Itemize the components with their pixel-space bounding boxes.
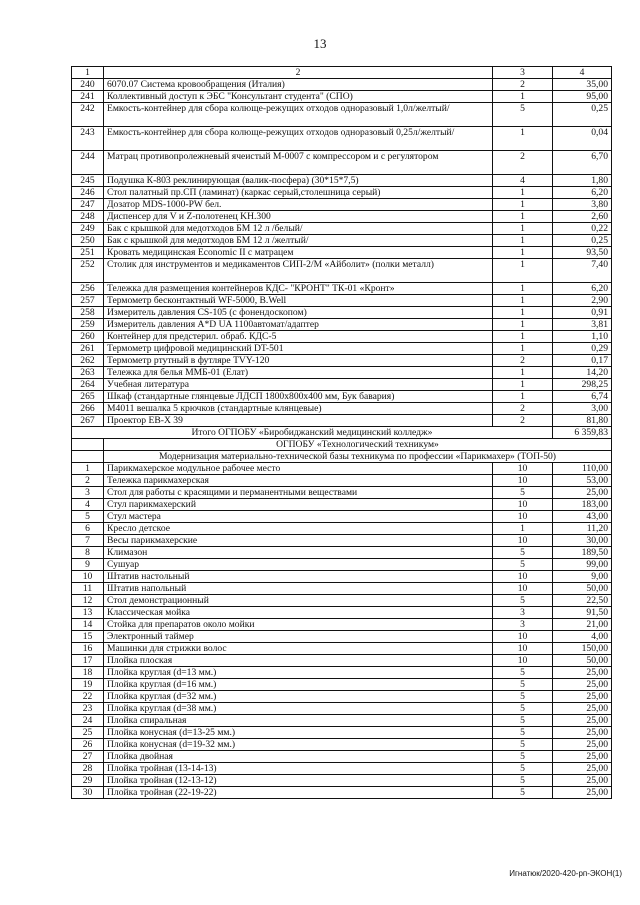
table-row — [72, 763, 612, 775]
document-footer-id: Игнатюк/2020-420-рп-ЭКОН(1) — [509, 869, 622, 878]
technical-school-items — [72, 463, 612, 799]
row-quantity: 10 — [493, 571, 553, 583]
row-sum: 25,00 — [553, 703, 612, 715]
row-quantity: 5 — [493, 727, 553, 739]
table-row — [72, 643, 612, 655]
row-quantity: 1 — [493, 319, 553, 331]
table-row — [72, 259, 612, 283]
total-sum: 6 359,83 — [553, 427, 612, 439]
table-row — [72, 211, 612, 223]
row-name: Кровать медицинская Economic II с матрацем — [104, 247, 493, 259]
table-row — [72, 631, 612, 643]
row-name: Коллективный доступ к ЭБС "Консультант студента" (СПО) — [104, 91, 493, 103]
row-sum: 2,90 — [553, 295, 612, 307]
row-number: 12 — [72, 595, 104, 607]
row-quantity: 10 — [493, 463, 553, 475]
subsection-spacer — [72, 451, 104, 463]
row-number: 13 — [72, 607, 104, 619]
row-quantity: 2 — [493, 79, 553, 91]
table-row — [72, 679, 612, 691]
row-sum: 50,00 — [553, 655, 612, 667]
row-name: Дозатор MDS-1000-PW бел. — [104, 199, 493, 211]
row-sum: 53,00 — [553, 475, 612, 487]
row-name: Машинки для стрижки волос — [104, 643, 493, 655]
row-name: М4011 вешалка 5 крючков (стандартные клянцевые) — [104, 403, 493, 415]
table-row — [72, 703, 612, 715]
row-sum: 3,81 — [553, 319, 612, 331]
row-quantity: 10 — [493, 643, 553, 655]
row-quantity: 10 — [493, 511, 553, 523]
row-name: Емкость-контейнер для сбора колюще-режущих отходов одноразовый 1,0л/желтый/ — [104, 103, 493, 127]
row-name: Шкаф (стандартные глянцевые ЛДСП 1800х800х400 мм, Бук бавария) — [104, 391, 493, 403]
row-number: 24 — [72, 715, 104, 727]
row-name: Плойка спиральная — [104, 715, 493, 727]
row-number: 259 — [72, 319, 104, 331]
row-number: 257 — [72, 295, 104, 307]
row-name: Парикмахерское модульное рабочее место — [104, 463, 493, 475]
row-sum: 99,00 — [553, 559, 612, 571]
row-number: 5 — [72, 511, 104, 523]
row-number: 30 — [72, 787, 104, 799]
row-quantity: 5 — [493, 691, 553, 703]
row-name: Плойка круглая (d=16 мм.) — [104, 679, 493, 691]
header-cell-name: 2 — [104, 67, 493, 79]
row-quantity: 5 — [493, 667, 553, 679]
row-number: 7 — [72, 535, 104, 547]
table-row — [72, 235, 612, 247]
row-sum: 93,50 — [553, 247, 612, 259]
row-name: Кресло детское — [104, 523, 493, 535]
table-row — [72, 343, 612, 355]
row-number: 249 — [72, 223, 104, 235]
row-quantity: 1 — [493, 523, 553, 535]
row-name: Стол палатный пр.СП (ламинат) (каркас серый,столешница серый) — [104, 187, 493, 199]
total-row — [72, 427, 612, 439]
row-number: 250 — [72, 235, 104, 247]
row-quantity: 2 — [493, 415, 553, 427]
row-name: Матрац противопролежневый ячеистый М-0007 с компрессором и с регулятором — [104, 151, 493, 175]
row-name: Стул парикмахерский — [104, 499, 493, 511]
row-quantity: 10 — [493, 535, 553, 547]
row-quantity: 5 — [493, 547, 553, 559]
row-number: 251 — [72, 247, 104, 259]
table-row — [72, 199, 612, 211]
table-row — [72, 595, 612, 607]
row-quantity: 1 — [493, 127, 553, 151]
row-name: 6070.07 Система кровообращения (Италия) — [104, 79, 493, 91]
row-sum: 25,00 — [553, 739, 612, 751]
table-row — [72, 619, 612, 631]
table-row — [72, 751, 612, 763]
table-row — [72, 151, 612, 175]
row-sum: 0,91 — [553, 307, 612, 319]
row-name: Бак с крышкой для медотходов БМ 12 л /желтый/ — [104, 235, 493, 247]
row-number: 263 — [72, 367, 104, 379]
row-quantity: 1 — [493, 343, 553, 355]
row-sum: 25,00 — [553, 667, 612, 679]
page-number: 13 — [313, 36, 327, 51]
table-row — [72, 727, 612, 739]
row-sum: 21,00 — [553, 619, 612, 631]
row-quantity: 10 — [493, 583, 553, 595]
section-row — [72, 439, 612, 451]
row-sum: 95,00 — [553, 91, 612, 103]
row-name: Учебная литература — [104, 379, 493, 391]
row-name: Подушка К-803 реклинирующая (валик-посфера) (30*15*7,5) — [104, 175, 493, 187]
row-quantity: 2 — [493, 151, 553, 175]
row-quantity: 2 — [493, 403, 553, 415]
row-number: 256 — [72, 283, 104, 295]
row-name: Термометр ртутный в футляре TVY-120 — [104, 355, 493, 367]
header-cell-sum: 4 — [553, 67, 612, 79]
table-row — [72, 667, 612, 679]
table-row — [72, 775, 612, 787]
subsection-row — [72, 451, 612, 463]
row-quantity: 5 — [493, 103, 553, 127]
row-number: 10 — [72, 571, 104, 583]
row-sum: 25,00 — [553, 727, 612, 739]
row-quantity: 1 — [493, 187, 553, 199]
table-row — [72, 127, 612, 151]
row-sum: 14,20 — [553, 367, 612, 379]
row-number: 8 — [72, 547, 104, 559]
table-row — [72, 535, 612, 547]
row-number: 267 — [72, 415, 104, 427]
row-quantity: 4 — [493, 175, 553, 187]
row-number: 6 — [72, 523, 104, 535]
row-number: 19 — [72, 679, 104, 691]
table-row — [72, 403, 612, 415]
row-number: 252 — [72, 259, 104, 283]
row-number: 258 — [72, 307, 104, 319]
row-number: 262 — [72, 355, 104, 367]
row-number: 15 — [72, 631, 104, 643]
row-name: Весы парикмахерские — [104, 535, 493, 547]
row-quantity: 3 — [493, 619, 553, 631]
row-number: 16 — [72, 643, 104, 655]
row-name: Контейнер для предстерил. обраб. КДС-5 — [104, 331, 493, 343]
row-sum: 0,04 — [553, 127, 612, 151]
row-sum: 150,00 — [553, 643, 612, 655]
row-name: Плойка круглая (d=13 мм.) — [104, 667, 493, 679]
row-quantity: 1 — [493, 211, 553, 223]
row-quantity: 5 — [493, 715, 553, 727]
row-name: Плойка плоская — [104, 655, 493, 667]
header-cell-number: 1 — [72, 67, 104, 79]
row-name: Классическая мойка — [104, 607, 493, 619]
table-row — [72, 523, 612, 535]
table-row — [72, 103, 612, 127]
table-row — [72, 715, 612, 727]
table-row — [72, 331, 612, 343]
row-quantity: 1 — [493, 307, 553, 319]
table-row — [72, 511, 612, 523]
row-number: 1 — [72, 463, 104, 475]
row-quantity: 3 — [493, 607, 553, 619]
row-name: Тележка для белья ММБ-01 (Елат) — [104, 367, 493, 379]
row-name: Плойка двойная — [104, 751, 493, 763]
row-name: Штатив настольный — [104, 571, 493, 583]
row-sum: 25,00 — [553, 679, 612, 691]
row-quantity: 5 — [493, 775, 553, 787]
row-name: Плойка тройная (22-19-22) — [104, 787, 493, 799]
row-sum: 110,00 — [553, 463, 612, 475]
medical-college-items — [72, 79, 612, 427]
row-sum: 25,00 — [553, 751, 612, 763]
row-quantity: 1 — [493, 391, 553, 403]
table-row — [72, 739, 612, 751]
row-name: Тележка парикмахерская — [104, 475, 493, 487]
table-row — [72, 367, 612, 379]
table-row — [72, 787, 612, 799]
row-quantity: 1 — [493, 247, 553, 259]
row-name: Электронный таймер — [104, 631, 493, 643]
row-sum: 1,10 — [553, 331, 612, 343]
table-row — [72, 79, 612, 91]
row-sum: 3,00 — [553, 403, 612, 415]
row-sum: 35,00 — [553, 79, 612, 91]
row-quantity: 5 — [493, 679, 553, 691]
row-number: 247 — [72, 199, 104, 211]
row-number: 243 — [72, 127, 104, 151]
row-name: Стул мастера — [104, 511, 493, 523]
table-row — [72, 283, 612, 295]
row-name: Сушуар — [104, 559, 493, 571]
row-sum: 6,20 — [553, 283, 612, 295]
row-name: Столик для инструментов и медикаментов СИП-2/М «Айболит» (полки металл) — [104, 259, 493, 283]
row-quantity: 1 — [493, 283, 553, 295]
table-row — [72, 583, 612, 595]
subsection-title: Модернизация материально-технической базы техникума по профессии «Парикмахер» (ТОП-50) — [104, 451, 612, 463]
table-row — [72, 547, 612, 559]
table-row — [72, 319, 612, 331]
table-row — [72, 307, 612, 319]
row-sum: 6,70 — [553, 151, 612, 175]
row-sum: 25,00 — [553, 775, 612, 787]
row-sum: 25,00 — [553, 691, 612, 703]
row-quantity: 5 — [493, 751, 553, 763]
row-name: Плойка конусная (d=19-32 мм.) — [104, 739, 493, 751]
header-cell-quantity: 3 — [493, 67, 553, 79]
row-sum: 43,00 — [553, 511, 612, 523]
row-number: 248 — [72, 211, 104, 223]
row-quantity: 1 — [493, 379, 553, 391]
row-number: 2 — [72, 475, 104, 487]
row-quantity: 1 — [493, 259, 553, 283]
row-sum: 25,00 — [553, 487, 612, 499]
row-sum: 3,80 — [553, 199, 612, 211]
row-quantity: 2 — [493, 355, 553, 367]
row-sum: 81,80 — [553, 415, 612, 427]
row-sum: 25,00 — [553, 715, 612, 727]
row-number: 244 — [72, 151, 104, 175]
row-sum: 4,00 — [553, 631, 612, 643]
row-number: 264 — [72, 379, 104, 391]
table-row — [72, 691, 612, 703]
row-number: 25 — [72, 727, 104, 739]
table-row — [72, 655, 612, 667]
row-quantity: 1 — [493, 367, 553, 379]
row-number: 245 — [72, 175, 104, 187]
table-row — [72, 607, 612, 619]
items-table — [71, 66, 612, 799]
row-sum: 189,50 — [553, 547, 612, 559]
row-number: 265 — [72, 391, 104, 403]
row-name: Тележка для размещения контейнеров КДС- "КРОНТ" ТК-01 «Кронт» — [104, 283, 493, 295]
row-number: 3 — [72, 487, 104, 499]
row-name: Стол для работы с красящими и перманентными веществами — [104, 487, 493, 499]
row-number: 241 — [72, 91, 104, 103]
row-quantity: 10 — [493, 655, 553, 667]
row-name: Плойка тройная (13-14-13) — [104, 763, 493, 775]
row-name: Бак с крышкой для медотходов БМ 12 л /белый/ — [104, 223, 493, 235]
row-quantity: 5 — [493, 559, 553, 571]
column-header-row — [72, 67, 612, 79]
section-title: ОГПОБУ «Технологический техникум» — [104, 439, 612, 451]
table-row — [72, 391, 612, 403]
table-row — [72, 475, 612, 487]
row-number: 4 — [72, 499, 104, 511]
row-name: Климазон — [104, 547, 493, 559]
row-name: Плойка круглая (d=32 мм.) — [104, 691, 493, 703]
row-number: 18 — [72, 667, 104, 679]
table-row — [72, 487, 612, 499]
row-quantity: 1 — [493, 331, 553, 343]
row-number: 28 — [72, 763, 104, 775]
row-quantity: 1 — [493, 223, 553, 235]
row-sum: 298,25 — [553, 379, 612, 391]
row-quantity: 1 — [493, 91, 553, 103]
row-number: 240 — [72, 79, 104, 91]
row-sum: 11,20 — [553, 523, 612, 535]
row-sum: 183,00 — [553, 499, 612, 511]
table-row — [72, 559, 612, 571]
row-sum: 6,74 — [553, 391, 612, 403]
row-number: 242 — [72, 103, 104, 127]
row-number: 14 — [72, 619, 104, 631]
row-number: 17 — [72, 655, 104, 667]
row-name: Измеритель давления A*D UA 1100автомат/адаптер — [104, 319, 493, 331]
row-quantity: 10 — [493, 475, 553, 487]
row-sum: 6,20 — [553, 187, 612, 199]
row-name: Термометр цифровой медицинский DT-501 — [104, 343, 493, 355]
row-name: Плойка тройная (12-13-12) — [104, 775, 493, 787]
row-sum: 1,80 — [553, 175, 612, 187]
row-quantity: 5 — [493, 487, 553, 499]
row-name: Диспенсер для V и Z-полотенец KH.300 — [104, 211, 493, 223]
row-sum: 25,00 — [553, 763, 612, 775]
row-name: Плойка круглая (d=38 мм.) — [104, 703, 493, 715]
row-number: 29 — [72, 775, 104, 787]
row-sum: 50,00 — [553, 583, 612, 595]
row-name: Стол демонстрационный — [104, 595, 493, 607]
row-quantity: 10 — [493, 631, 553, 643]
row-quantity: 1 — [493, 235, 553, 247]
row-sum: 2,60 — [553, 211, 612, 223]
row-name: Измеритель давления CS-105 (с фонендоскопом) — [104, 307, 493, 319]
row-number: 246 — [72, 187, 104, 199]
table-row — [72, 463, 612, 475]
table-row — [72, 187, 612, 199]
row-quantity: 5 — [493, 703, 553, 715]
table-row — [72, 295, 612, 307]
row-sum: 0,17 — [553, 355, 612, 367]
row-sum: 0,22 — [553, 223, 612, 235]
total-label: Итого ОГПОБУ «Биробиджанский медицинский колледж» — [72, 427, 553, 439]
table-row — [72, 175, 612, 187]
row-number: 11 — [72, 583, 104, 595]
section-spacer — [72, 439, 104, 451]
row-quantity: 5 — [493, 787, 553, 799]
row-name: Проектор EB-X 39 — [104, 415, 493, 427]
row-name: Штатив напольный — [104, 583, 493, 595]
row-sum: 22,50 — [553, 595, 612, 607]
row-quantity: 1 — [493, 199, 553, 211]
row-number: 26 — [72, 739, 104, 751]
table-row — [72, 571, 612, 583]
row-quantity: 5 — [493, 595, 553, 607]
row-quantity: 5 — [493, 763, 553, 775]
row-number: 266 — [72, 403, 104, 415]
row-number: 9 — [72, 559, 104, 571]
row-number: 260 — [72, 331, 104, 343]
row-number: 27 — [72, 751, 104, 763]
row-sum: 7,40 — [553, 259, 612, 283]
row-quantity: 5 — [493, 739, 553, 751]
row-name: Стойка для препаратов около мойки — [104, 619, 493, 631]
table-row — [72, 223, 612, 235]
row-number: 22 — [72, 691, 104, 703]
row-quantity: 10 — [493, 499, 553, 511]
row-name: Емкость-контейнер для сбора колюще-режущих отходов одноразовый 0,25л/желтый/ — [104, 127, 493, 151]
table-row — [72, 499, 612, 511]
row-sum: 9,00 — [553, 571, 612, 583]
table-row — [72, 355, 612, 367]
row-number: 23 — [72, 703, 104, 715]
row-name: Термометр бесконтактный WF-5000, B.Well — [104, 295, 493, 307]
table-row — [72, 247, 612, 259]
row-sum: 30,00 — [553, 535, 612, 547]
table-row — [72, 91, 612, 103]
row-sum: 0,25 — [553, 103, 612, 127]
table-row — [72, 415, 612, 427]
row-sum: 0,29 — [553, 343, 612, 355]
row-sum: 0,25 — [553, 235, 612, 247]
row-sum: 91,50 — [553, 607, 612, 619]
row-quantity: 1 — [493, 295, 553, 307]
row-name: Плойка конусная (d=13-25 мм.) — [104, 727, 493, 739]
table-row — [72, 379, 612, 391]
row-number: 261 — [72, 343, 104, 355]
row-sum: 25,00 — [553, 787, 612, 799]
